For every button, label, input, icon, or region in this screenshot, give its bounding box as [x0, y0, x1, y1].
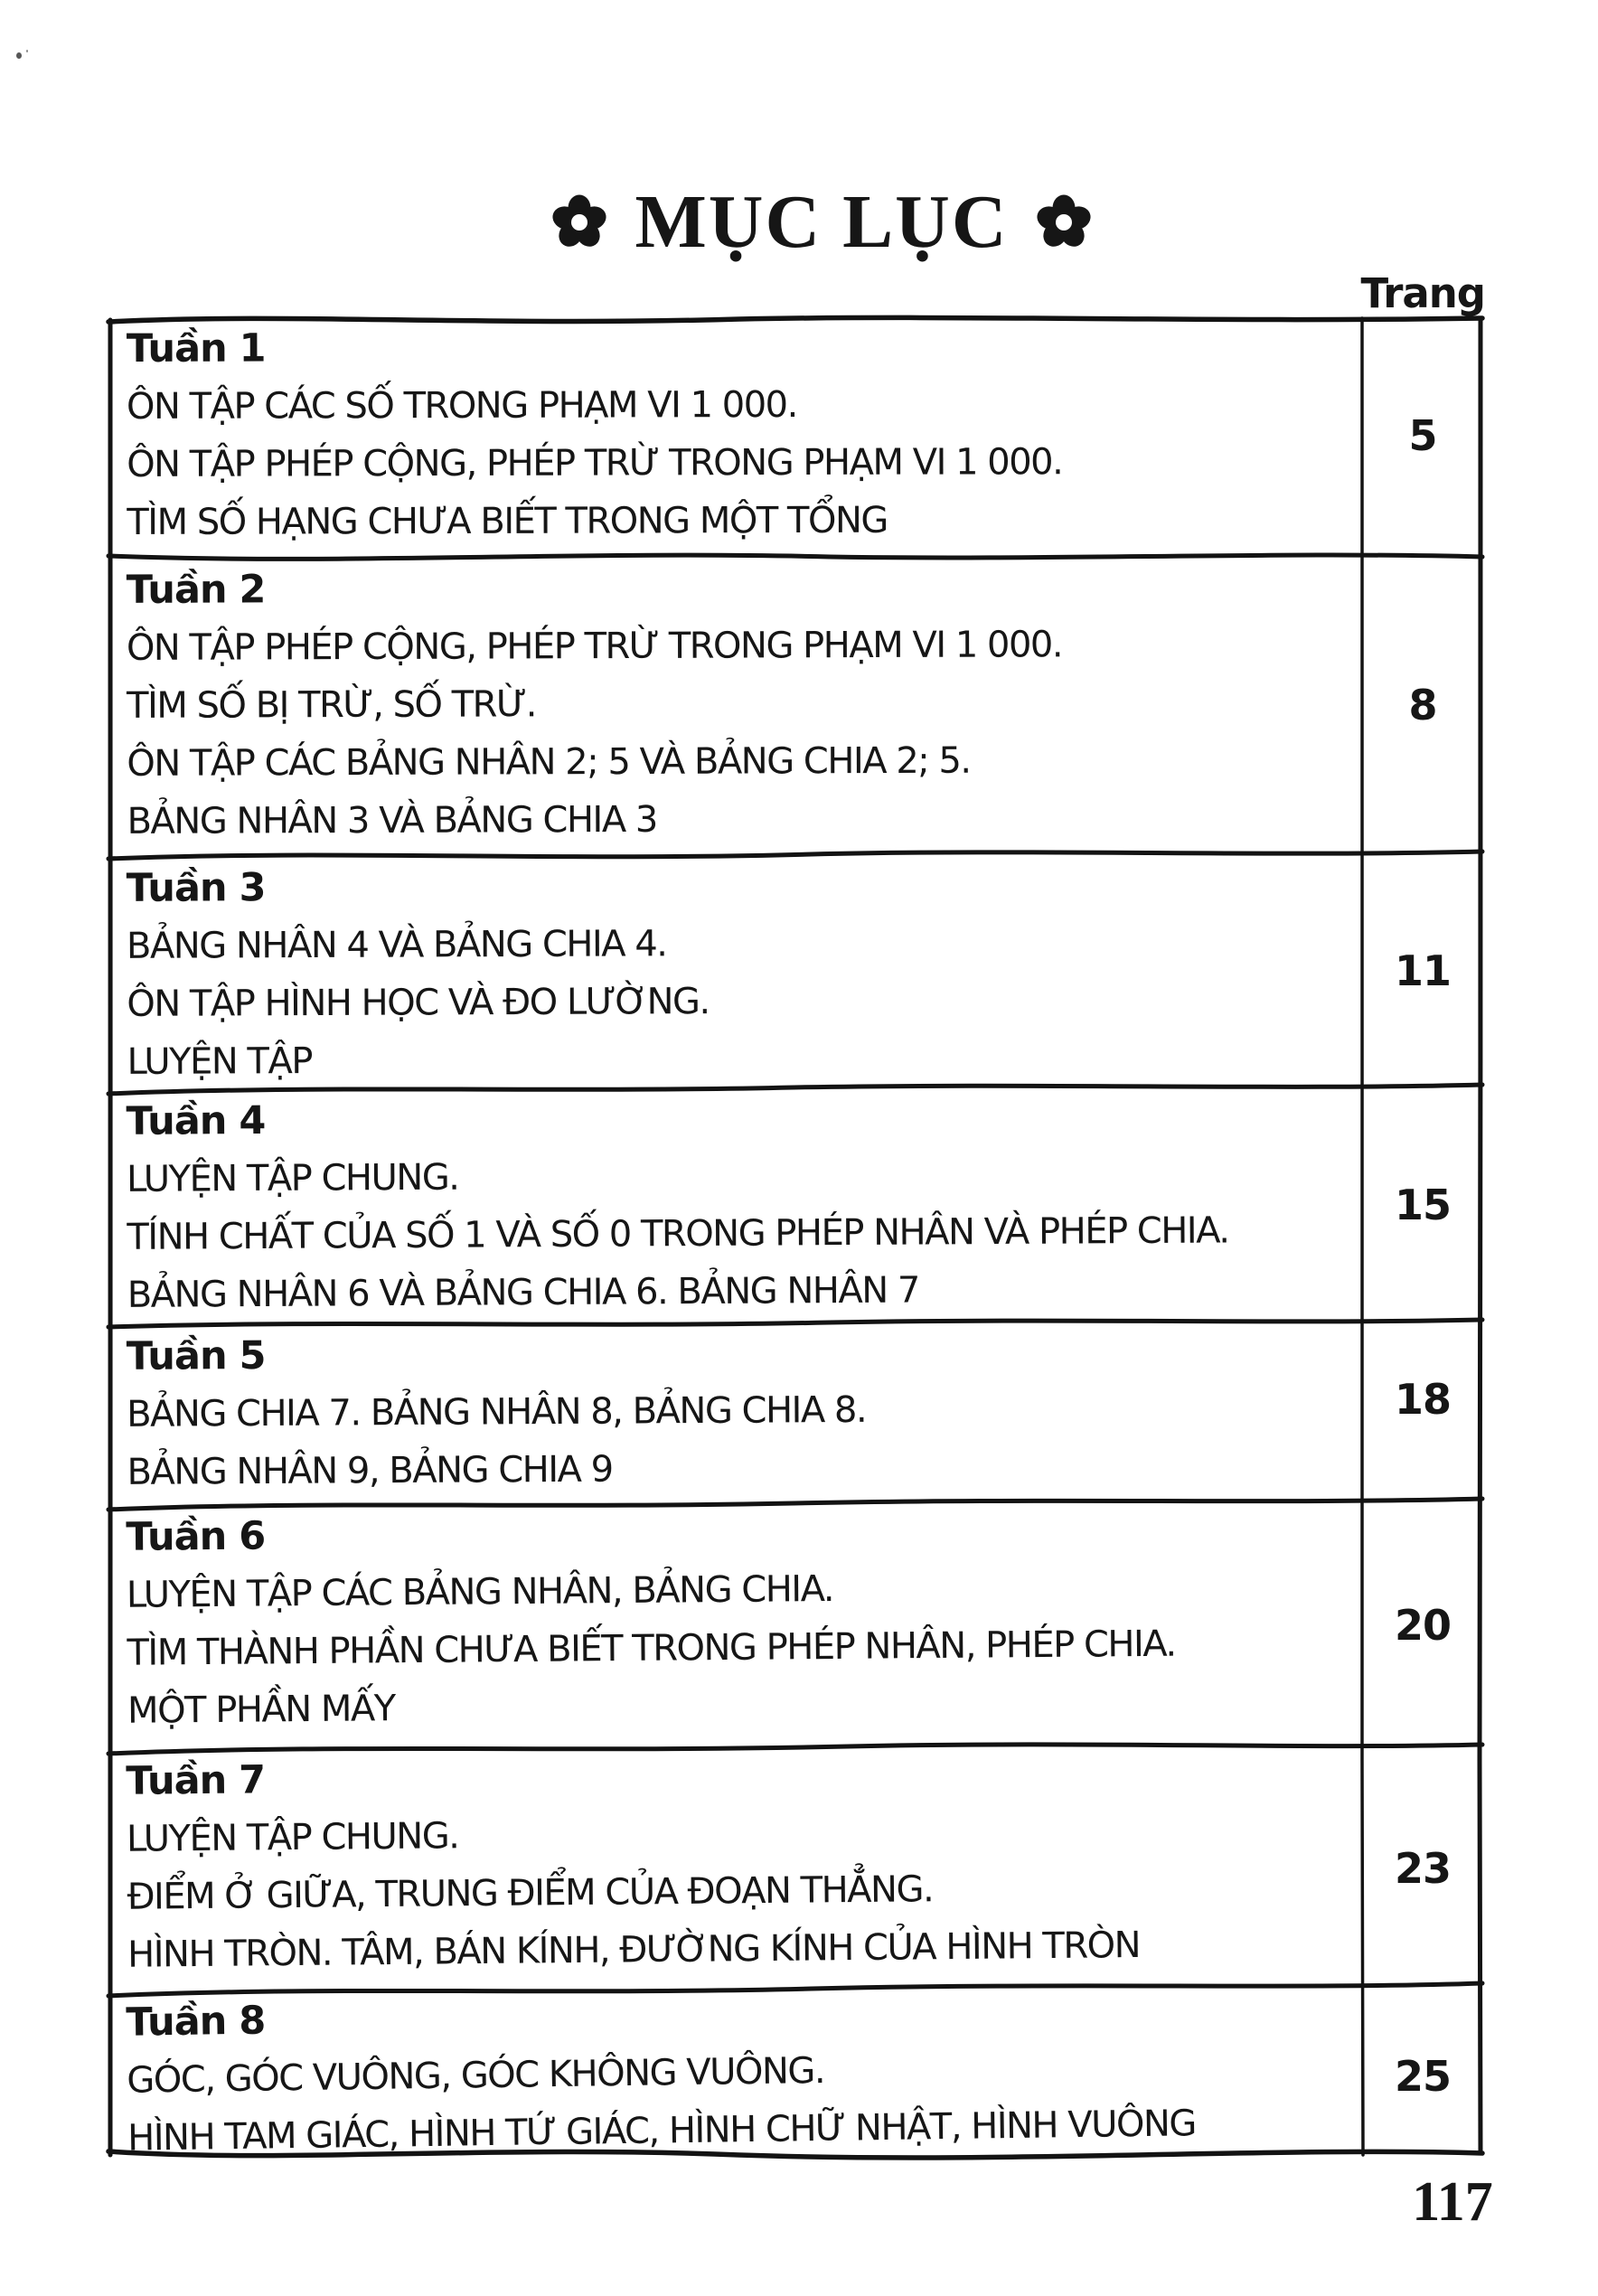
toc-line: BẢNG NHÂN 4 VÀ BẢNG CHIA 4. [126, 923, 667, 967]
page-number: 23 [1394, 1843, 1451, 1893]
toc-line: HÌNH TAM GIÁC, HÌNH TỨ GIÁC, HÌNH CHỮ NHẬT, HÌNH VUÔNG [127, 2103, 1197, 2160]
toc-line: LUYỆN TẬP CÁC BẢNG NHÂN, BẢNG CHIA. [126, 1567, 834, 1616]
toc-line: HÌNH TRÒN. TÂM, BÁN KÍNH, ĐƯỜNG KÍNH CỦA HÌNH TRÒN [127, 1924, 1141, 1976]
toc-row-week7 [106, 1736, 1362, 1989]
toc-line: TÌM THÀNH PHẦN CHƯA BIẾT TRONG PHÉP NHÂN, PHÉP CHIA. [127, 1623, 1176, 1674]
title-text: MỤC LỤC [634, 180, 1009, 264]
toc-table [107, 315, 1484, 2160]
toc-row-week8 [106, 1971, 1363, 2160]
scan-speck-artifact [16, 52, 22, 59]
toc-row-week2 [107, 551, 1362, 854]
week-label: Tuần 3 [126, 865, 266, 911]
page-number: 20 [1394, 1601, 1451, 1650]
toc-line: LUYỆN TẬP CHUNG. [126, 1815, 459, 1860]
week-label: Tuần 1 [126, 325, 266, 372]
week-label: Tuần 7 [126, 1757, 266, 1804]
toc-line: ÔN TẬP CÁC SỐ TRONG PHẠM VI 1 000. [126, 384, 797, 428]
page-number: 18 [1394, 1375, 1451, 1424]
toc-line: ÔN TẬP CÁC BẢNG NHÂN 2; 5 VÀ BẢNG CHIA 2; 5. [127, 739, 971, 785]
week-label: Tuần 2 [126, 567, 266, 613]
toc-line: TÍNH CHẤT CỦA SỐ 1 VÀ SỐ 0 TRONG PHÉP NHÂN VÀ PHÉP CHIA. [127, 1209, 1229, 1258]
toc-line: LUYỆN TẬP [127, 1040, 312, 1083]
toc-line: ÔN TẬP HÌNH HỌC VÀ ĐO LƯỜNG. [127, 981, 710, 1025]
page-number: 11 [1394, 946, 1451, 995]
page-title [23, 168, 1598, 277]
toc-line: GÓC, GÓC VUÔNG, GÓC KHÔNG VUÔNG. [127, 2049, 825, 2102]
toc-line: MỘT PHẦN MẤY [127, 1688, 395, 1732]
week-label: Tuần 8 [126, 1998, 266, 2046]
toc-row-week4 [106, 1080, 1362, 1322]
toc-line: LUYỆN TẬP CHUNG. [126, 1156, 459, 1200]
footer-page-number: 117 [1412, 2171, 1493, 2233]
week-label: Tuần 5 [126, 1332, 266, 1379]
toc-line: ÔN TẬP PHÉP CỘNG, PHÉP TRỪ TRONG PHẠM VI 1 000. [127, 441, 1063, 485]
toc-row-week5 [107, 1315, 1362, 1503]
toc-line: ÔN TẬP PHÉP CỘNG, PHÉP TRỪ TRONG PHẠM VI 1 000. [126, 624, 1063, 669]
toc-line: BẢNG CHIA 7. BẢNG NHÂN 8, BẢNG CHIA 8. [126, 1388, 867, 1435]
toc-line: BẢNG NHÂN 6 VÀ BẢNG CHIA 6. BẢNG NHÂN 7 [127, 1269, 919, 1316]
week-label: Tuần 6 [126, 1513, 266, 1560]
toc-row-week3 [107, 849, 1362, 1087]
toc-row-week1 [107, 311, 1362, 556]
toc-line: TÌM SỐ BỊ TRỪ, SỐ TRỪ. [127, 683, 537, 727]
toc-line: BẢNG NHÂN 3 VÀ BẢNG CHIA 3 [127, 798, 657, 842]
toc-line: BẢNG NHÂN 9, BẢNG CHIA 9 [127, 1448, 613, 1493]
toc-line: TÌM SỐ HẠNG CHƯA BIẾT TRONG MỘT TỔNG [127, 499, 888, 543]
toc-line: ĐIỂM Ở GIỮA, TRUNG ĐIỂM CỦA ĐOẠN THẲNG. [127, 1868, 934, 1918]
flower-icon [550, 193, 608, 251]
flower-icon [1035, 193, 1093, 251]
column-header-trang: Trang [1360, 269, 1485, 317]
toc-row-week6 [106, 1492, 1362, 1747]
page-number: 15 [1394, 1181, 1451, 1229]
week-label: Tuần 4 [126, 1097, 266, 1144]
page-number: 5 [1408, 410, 1437, 460]
page-number: 8 [1408, 681, 1437, 729]
page-number: 25 [1394, 2052, 1451, 2101]
